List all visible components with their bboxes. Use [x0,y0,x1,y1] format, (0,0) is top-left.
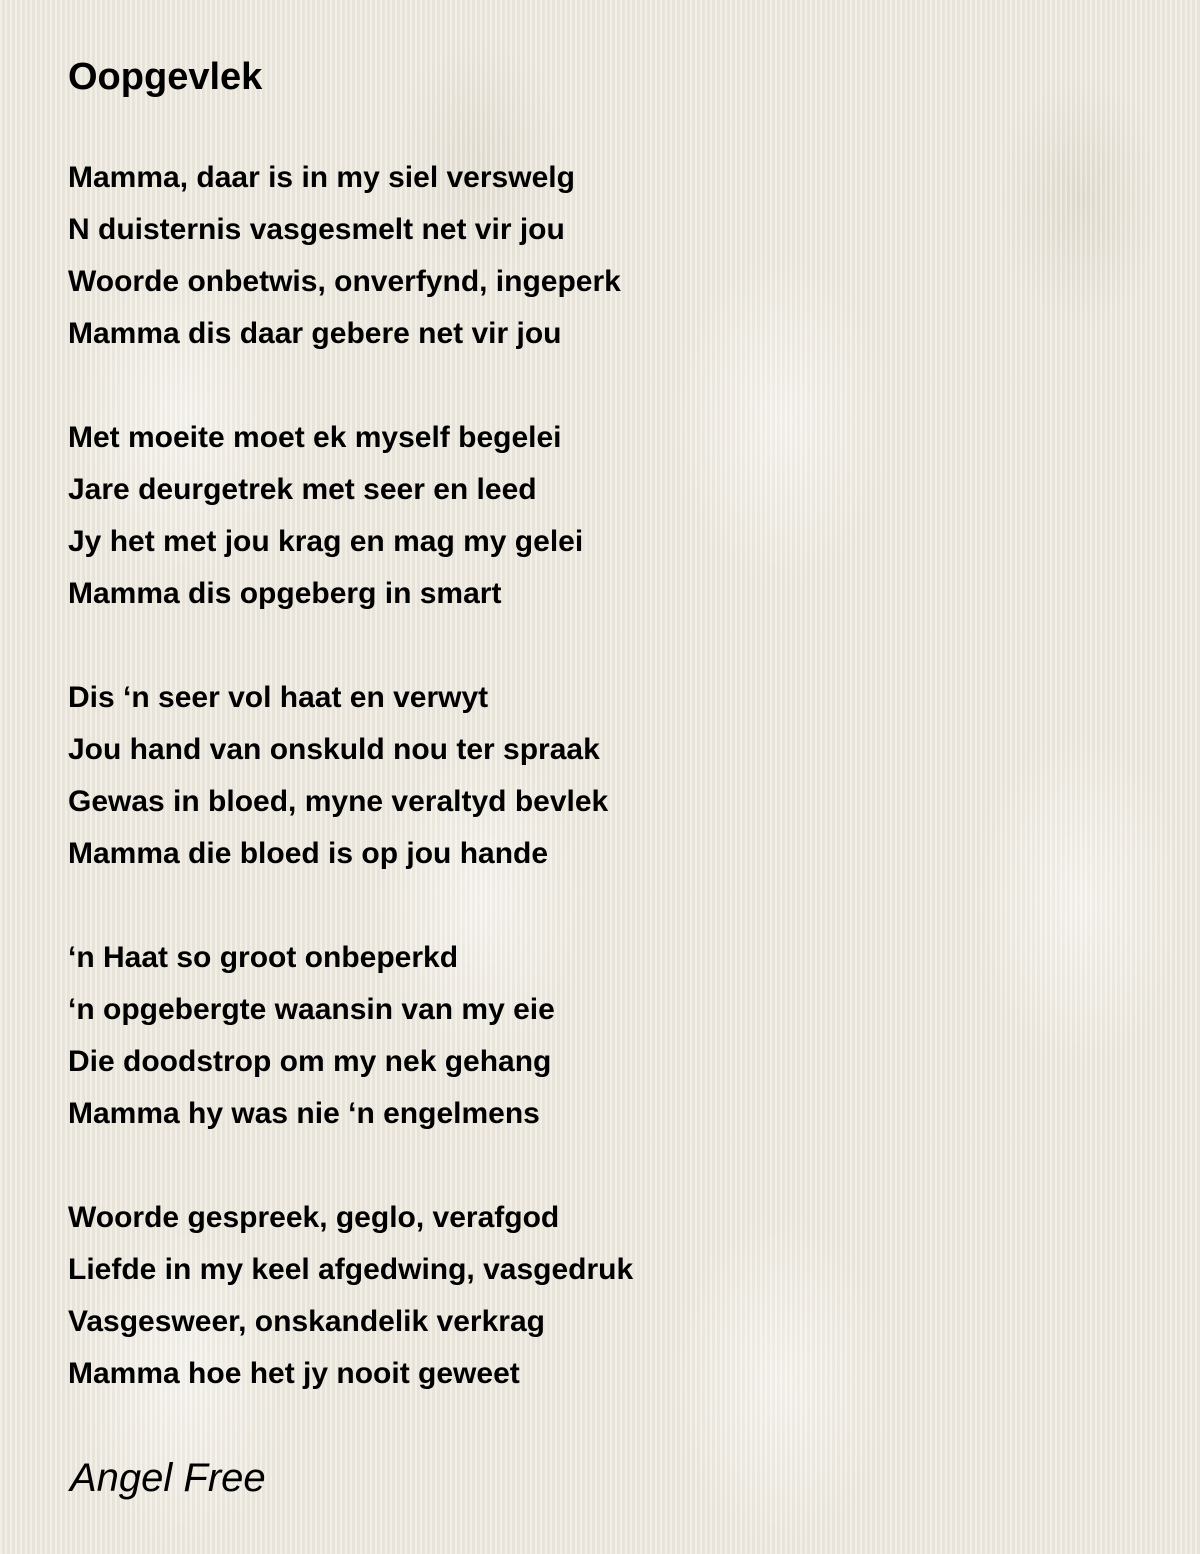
poem-line: Die doodstrop om my nek gehang [68,1045,552,1078]
poem-line: Mamma die bloed is op jou hande [68,837,549,870]
poem-line: ‘n opgebergte waansin van my eie [68,993,555,1026]
poem-line: Woorde gespreek, geglo, verafgod [68,1201,560,1234]
poem-line: Liefde in my keel afgedwing, vasgedruk [68,1253,634,1286]
poem-line: Jare deurgetrek met seer en leed [68,473,537,506]
poem-body [68,152,1148,1400]
poem-line: Woorde onbetwis, onverfynd, ingeperk [68,265,621,298]
poem-line: Met moeite moet ek myself begelei [68,421,562,454]
poem-line: Mamma, daar is in my siel verswelg [68,161,575,194]
poem-line: Jy het met jou krag en mag my gelei [68,525,584,558]
poem-line: Dis ‘n seer vol haat en verwyt [68,681,489,714]
stanza-2 [68,412,1148,620]
poem-line: Mamma dis opgeberg in smart [68,577,502,610]
poem-line: Mamma hoe het jy nooit geweet [68,1357,520,1390]
poem-line: N duisternis vasgesmelt net vir jou [68,213,565,246]
poem-line: Gewas in bloed, myne veraltyd bevlek [68,785,609,818]
poem-line: Mamma dis daar gebere net vir jou [68,317,562,350]
poem-line: Vasgesweer, onskandelik verkrag [68,1305,545,1338]
stanza-3 [68,672,1148,880]
poem-title: Oopgevlek [68,56,263,98]
poem-line: Mamma hy was nie ‘n engelmens [68,1097,540,1130]
poem-author: Angel Free [70,1456,266,1500]
stanza-1 [68,152,1148,360]
poem-line: Jou hand van onskuld nou ter spraak [68,733,600,766]
stanza-5 [68,1192,1148,1400]
stanza-4 [68,932,1148,1140]
poem-page [68,52,1148,1452]
poem-line: ‘n Haat so groot onbeperkd [68,941,459,974]
